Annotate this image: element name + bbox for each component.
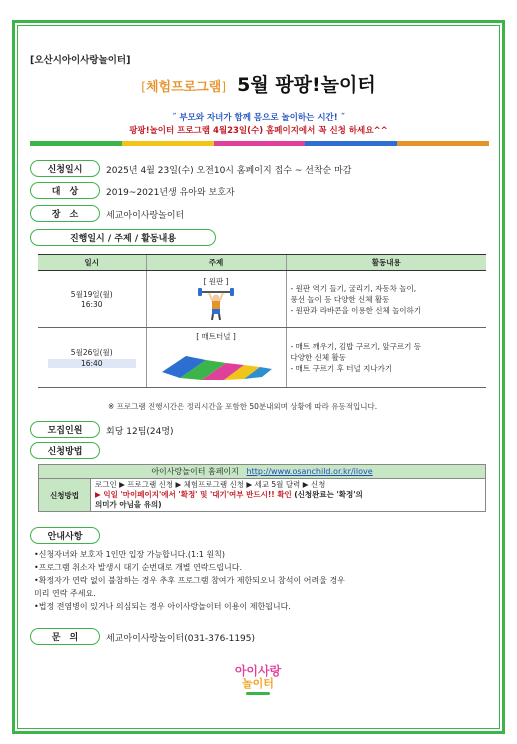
aisarang-logo [228, 665, 288, 701]
title-main: 5월 팡팡!놀이터 [237, 74, 376, 96]
schedule-header-row [38, 255, 486, 271]
apply-site-label: 아이사랑놀이터 홈페이지 [151, 467, 239, 476]
schedule-date-cell [38, 328, 146, 388]
color-divider-segment [214, 141, 306, 146]
schedule-table [38, 254, 486, 388]
apply-date-value: 2025년 4월 23일(수) 오전10시 홈페이지 접수 ~ 선착순 마감 [106, 166, 352, 176]
schedule-time: 16:40 [48, 359, 136, 368]
logo-line1: 아이사랑 [234, 664, 282, 678]
notice-item: •법정 전염병이 있거나 의심되는 경우 아이사랑놀이터 이용이 제한됩니다. [34, 602, 291, 611]
apply-date-label: 신청일시 [30, 160, 100, 177]
schedule-note: ※ 프로그램 진행시간은 정리시간을 포함한 50분내외며 상황에 따라 유동적입니다. [108, 402, 378, 411]
color-divider [30, 141, 489, 146]
notice-item: •신청자녀와 보호자 1인만 입장 가능합니다.(1:1 원칙) [34, 550, 226, 559]
mat-tunnel-illustration [156, 342, 276, 382]
schedule-date-cell [38, 271, 146, 328]
notice-item: •프로그램 취소자 발생시 대기 순번대로 개별 연락드립니다. [34, 563, 242, 572]
schedule-row [38, 328, 486, 388]
apply-method-table [38, 464, 486, 512]
apply-method-label: 신청방법 [39, 479, 91, 512]
color-divider-segment [397, 141, 489, 146]
recruit-label: 모집인원 [30, 421, 100, 438]
recruit-value: 회당 12팀(24명) [106, 427, 174, 437]
title-category: 체험프로그램 [145, 80, 222, 95]
schedule-heading: 진행일시 / 주제 / 활동내용 [30, 229, 216, 246]
weightlifter-illustration [196, 287, 236, 321]
organization-name: [오산시아이사랑놀이터] [30, 55, 131, 66]
subtitle-notice: 팡팡!놀이터 프로그램 4월23일(수) 홈페이지에서 꼭 신청 하세요^^ [129, 126, 388, 136]
schedule-date: 5월26일(월) [70, 347, 113, 357]
schedule-header-activity: 활동내용 [286, 255, 486, 271]
target-label: 대 상 [30, 182, 100, 199]
color-divider-segment [30, 141, 122, 146]
schedule-theme: [ 매트터널 ] [196, 332, 236, 341]
title-bracket-close: ] [221, 80, 226, 94]
method-heading: 신청방법 [30, 442, 100, 459]
logo-underline [246, 692, 270, 695]
apply-method-steps-cell [91, 479, 486, 512]
apply-warning: ▶ 익일 '마이페이지'에서 '확정' 및 '대기'여부 반드시!! 확인 [95, 490, 292, 499]
color-divider-segment [122, 141, 214, 146]
page-title [0, 70, 517, 97]
schedule-activity: - 원판 역기 들기, 굴리기, 자동차 놀이, 풍선 놀이 등 다양한 신체 활동 - 원판과 라바콘을 이용한 신체 놀이하기 [286, 271, 486, 328]
notice-item: 미리 연락 주세요. [34, 589, 96, 598]
schedule-theme: [ 원판 ] [203, 276, 229, 286]
apply-site-cell [39, 465, 486, 479]
schedule-time: 16:30 [80, 300, 103, 309]
logo-line2: 놀이터 [242, 677, 274, 690]
subtitle-slogan: ˝ 부모와 자녀가 함께 몸으로 놀이하는 시간! ˝ [172, 113, 345, 123]
schedule-theme-cell [146, 328, 286, 388]
contact-label: 문 의 [30, 628, 100, 645]
target-value: 2019~2021년생 유아와 보호자 [106, 188, 235, 198]
schedule-theme-cell [146, 271, 286, 328]
schedule-date: 5월19일(월) [70, 290, 113, 299]
apply-steps: 로그인 ▶ 프로그램 신청 ▶ 체험프로그램 신청 ▶ 세교 5월 달력 ▶ 신청 [95, 480, 326, 489]
notice-heading: 안내사항 [30, 527, 100, 544]
color-divider-segment [305, 141, 397, 146]
notice-list [34, 548, 494, 613]
apply-warning-suffix: (신청완료는 '확정'의 [294, 490, 363, 499]
apply-site-link[interactable]: http://www.osanchild.or.kr/ilove [246, 467, 373, 476]
place-label: 장 소 [30, 205, 100, 222]
apply-warning-line2: 의미가 아님을 유의) [95, 500, 162, 509]
schedule-row [38, 271, 486, 328]
schedule-activity: - 매트 깨우기, 김밥 구르기, 앞구르기 등 다양한 신체 활동 - 매트 구르기 후 터널 지나가기 [286, 328, 486, 388]
schedule-header-date: 일시 [38, 255, 146, 271]
title-bracket-open: [ [141, 80, 146, 94]
schedule-header-theme: 주제 [146, 255, 286, 271]
notice-item: •확정자가 연락 없이 불참하는 경우 추후 프로그램 참여가 제한되오니 참석이 어려울 경우 [34, 576, 345, 585]
contact-value: 세교아이사랑놀이터(031-376-1195) [106, 634, 256, 644]
place-value: 세교아이사랑놀이터 [106, 211, 185, 221]
